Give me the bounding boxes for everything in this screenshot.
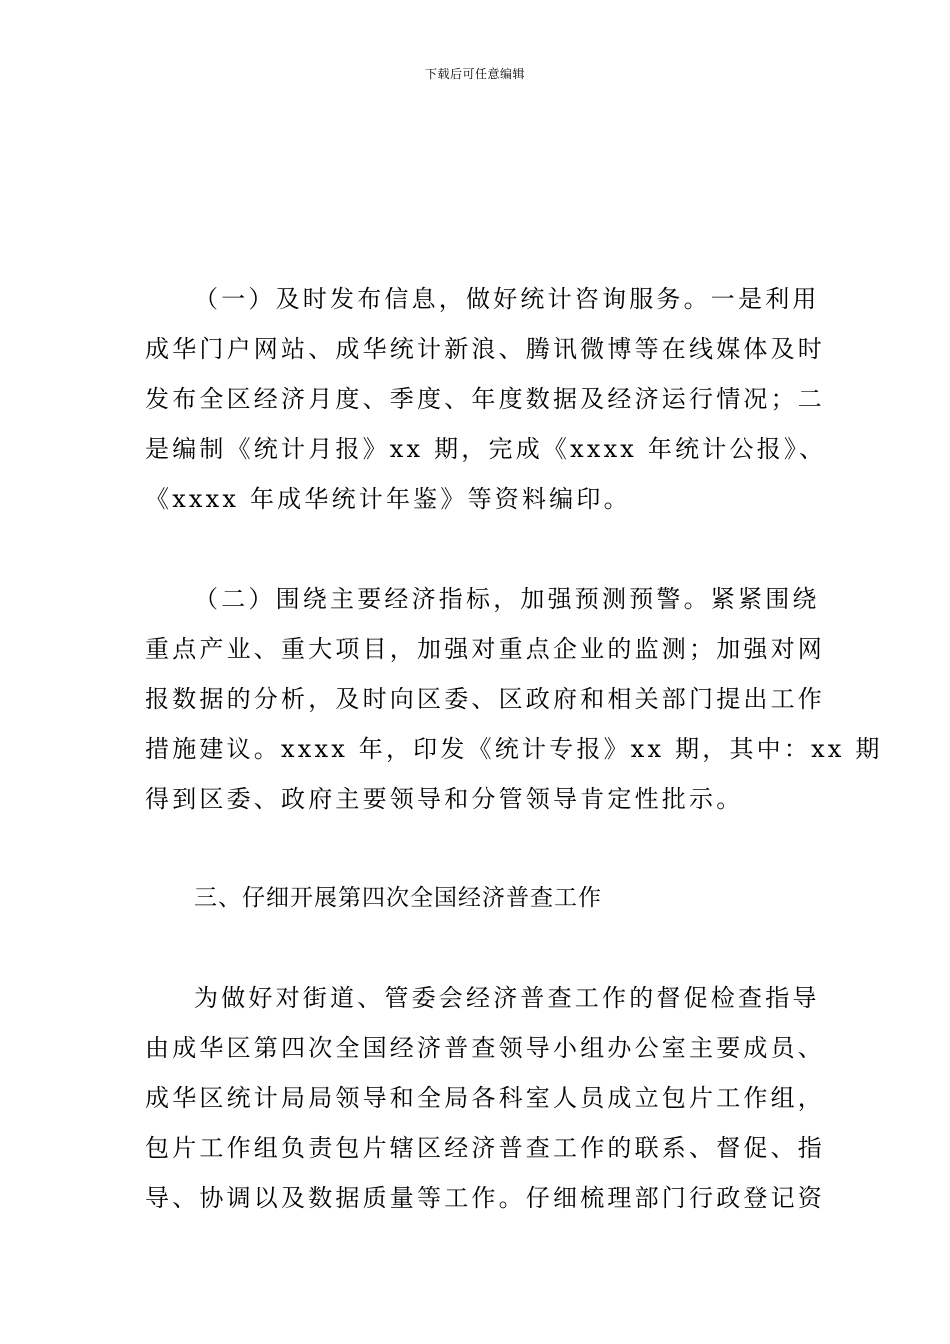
paragraph-3-line-3: 成华区统计局局领导和全局各科室人员成立包片工作组，: [145, 1084, 825, 1112]
paragraph-1-line-3: 发布全区经济月度、季度、年度数据及经济运行情况；二: [145, 385, 825, 413]
paragraph-2-line-4: 措施建议。xxxx 年，印发《统计专报》xx 期，其中：xx 期: [145, 735, 883, 763]
paragraph-2-line-2: 重点产业、重大项目，加强对重点企业的监测；加强对网: [145, 635, 825, 663]
paragraph-3-line-4: 包片工作组负责包片辖区经济普查工作的联系、督促、指: [145, 1134, 825, 1162]
paragraph-3-line-1: 为做好对街道、管委会经济普查工作的督促检查指导: [194, 984, 820, 1012]
paragraph-2-line-1: （二）围绕主要经济指标，加强预测预警。紧紧围绕: [194, 585, 820, 613]
paragraph-1-line-2: 成华门户网站、成华统计新浪、腾讯微博等在线媒体及时: [145, 335, 825, 363]
page-header: 下载后可任意编辑: [424, 67, 525, 81]
paragraph-1-line-1: （一）及时发布信息，做好统计咨询服务。一是利用: [194, 285, 820, 313]
paragraph-2-line-5: 得到区委、政府主要领导和分管领导肯定性批示。: [145, 785, 744, 813]
paragraph-3-line-5: 导、协调以及数据质量等工作。仔细梳理部门行政登记资: [145, 1184, 825, 1212]
paragraph-2-line-3: 报数据的分析，及时向区委、区政府和相关部门提出工作: [145, 685, 825, 713]
paragraph-1-line-5: 《xxxx 年成华统计年鉴》等资料编印。: [145, 485, 631, 513]
paragraph-1-line-4: 是编制《统计月报》xx 期，完成《xxxx 年统计公报》、: [145, 435, 827, 463]
paragraph-3-line-2: 由成华区第四次全国经济普查领导小组办公室主要成员、: [145, 1034, 825, 1062]
section-heading: 三、仔细开展第四次全国经济普查工作: [194, 885, 602, 911]
